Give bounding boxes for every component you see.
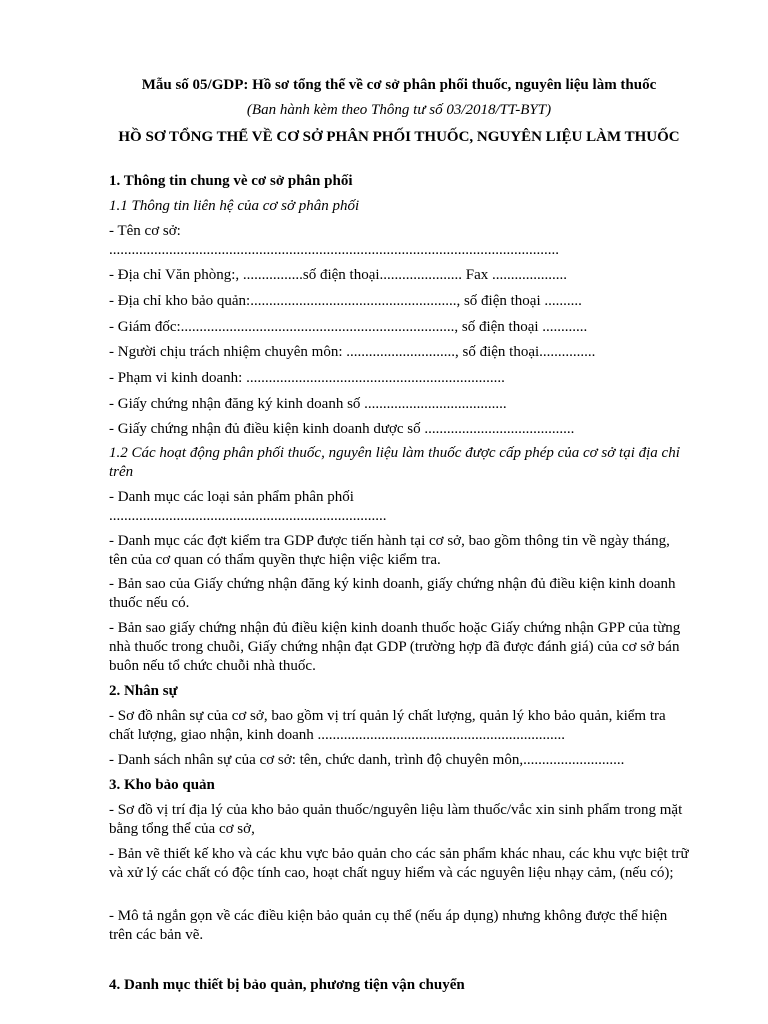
business-cert-copy-item: - Bản sao của Giấy chứng nhận đăng ký kinh doanh, giấy chứng nhận đủ điều kiện kinh doanh thuốc nếu có. — [109, 576, 676, 611]
main-title: HỒ SƠ TỔNG THỂ VỀ CƠ SỞ PHÂN PHỐI THUỐC, NGUYÊN LIỆU LÀM THUỐC — [118, 129, 680, 145]
business-registration-line: - Giấy chứng nhận đăng ký kinh doanh số ...................................... — [109, 396, 507, 412]
facility-name-label: - Tên cơ sở: — [109, 223, 181, 239]
gdp-inspections-item: - Danh mục các đợt kiểm tra GDP được tiến hành tại cơ sở, bao gồm thông tin về ngày tháng, tên của cơ quan có thẩm quyền thực hiện việc kiểm tra. — [109, 533, 670, 568]
issued-with-note: (Ban hành kèm theo Thông tư số 03/2018/TT-BYT) — [246, 102, 552, 118]
section-3-heading: 3. Kho bảo quản — [109, 777, 215, 793]
org-chart-item: - Sơ đồ nhân sự của cơ sở, bao gồm vị trí quản lý chất lượng, quản lý kho bảo quản, kiểm tra chất lượng, giao nhận, kinh doanh .................................................................. — [109, 708, 666, 743]
gpp-cert-copy-item: - Bản sao giấy chứng nhận đủ điều kiện kinh doanh thuốc hoặc Giấy chứng nhận GPP của từng nhà thuốc trong chuỗi, Giấy chứng nhận đạt GDP (trường hợp đã được đánh giá) của cơ sở bán buôn nếu tổ chức chuỗi nhà thuốc. — [109, 620, 681, 674]
location-map-item: - Sơ đồ vị trí địa lý của kho bảo quản thuốc/nguyên liệu làm thuốc/vắc xin sinh phẩm trong mặt bằng tổng thể của cơ sở, — [109, 802, 683, 837]
storage-conditions-item: - Mô tả ngắn gọn về các điều kiện bảo quản cụ thể (nếu áp dụng) nhưng không được thể hiện trên các bản vẽ. — [109, 908, 668, 943]
section-1-heading: 1. Thông tin chung vè cơ sở phân phối — [109, 173, 353, 189]
facility-name-field — [109, 222, 689, 260]
section-4-heading: 4. Danh mục thiết bị bảo quản, phương tiện vận chuyển — [109, 977, 465, 993]
product-list-field — [109, 488, 689, 526]
design-drawing-item: - Bản vẽ thiết kế kho và các khu vực bảo quản cho các sản phẩm khác nhau, các khu vực biệt trữ và xử lý các chất có độc tính cao, hoạt chất nguy hiểm và các nguyên liệu nhạy cảm, (nếu có); — [109, 846, 689, 881]
subsection-1-2-heading: 1.2 Các hoạt động phân phối thuốc, nguyên liệu làm thuốc được cấp phép của cơ sở tại địa chỉ trên — [109, 445, 680, 480]
form-title: Mẫu số 05/GDP: Hồ sơ tổng thể về cơ sở phân phối thuốc, nguyên liệu làm thuốc — [141, 77, 657, 93]
business-scope-line: - Phạm vi kinh doanh: ..................................................................... — [109, 370, 505, 386]
subsection-1-1-heading: 1.1 Thông tin liên hệ của cơ sở phân phối — [109, 198, 360, 214]
director-line: - Giám đốc:........................................................................., số điện thoại ............ — [109, 319, 588, 335]
product-list-label: - Danh mục các loại sản phẩm phân phối — [109, 489, 354, 505]
responsible-person-line: - Người chịu trách nhiệm chuyên môn: ............................., số điện thoại............... — [109, 344, 596, 360]
product-list-dots: .......................................................................... — [109, 508, 387, 524]
warehouse-address-line: - Địa chỉ kho bảo quản:......................................................., số điện thoại .......... — [109, 293, 582, 309]
eligibility-certificate-line: - Giấy chứng nhận đủ điều kiện kinh doanh dược số ........................................ — [109, 421, 575, 437]
staff-list-item: - Danh sách nhân sự của cơ sở: tên, chức danh, trình độ chuyên môn,........................... — [109, 752, 625, 768]
facility-name-dots: ........................................................................................................................ — [109, 242, 559, 258]
office-address-line: - Địa chỉ Văn phòng:, ................số điện thoại...................... Fax .................... — [109, 267, 568, 283]
section-2-heading: 2. Nhân sự — [109, 683, 178, 699]
